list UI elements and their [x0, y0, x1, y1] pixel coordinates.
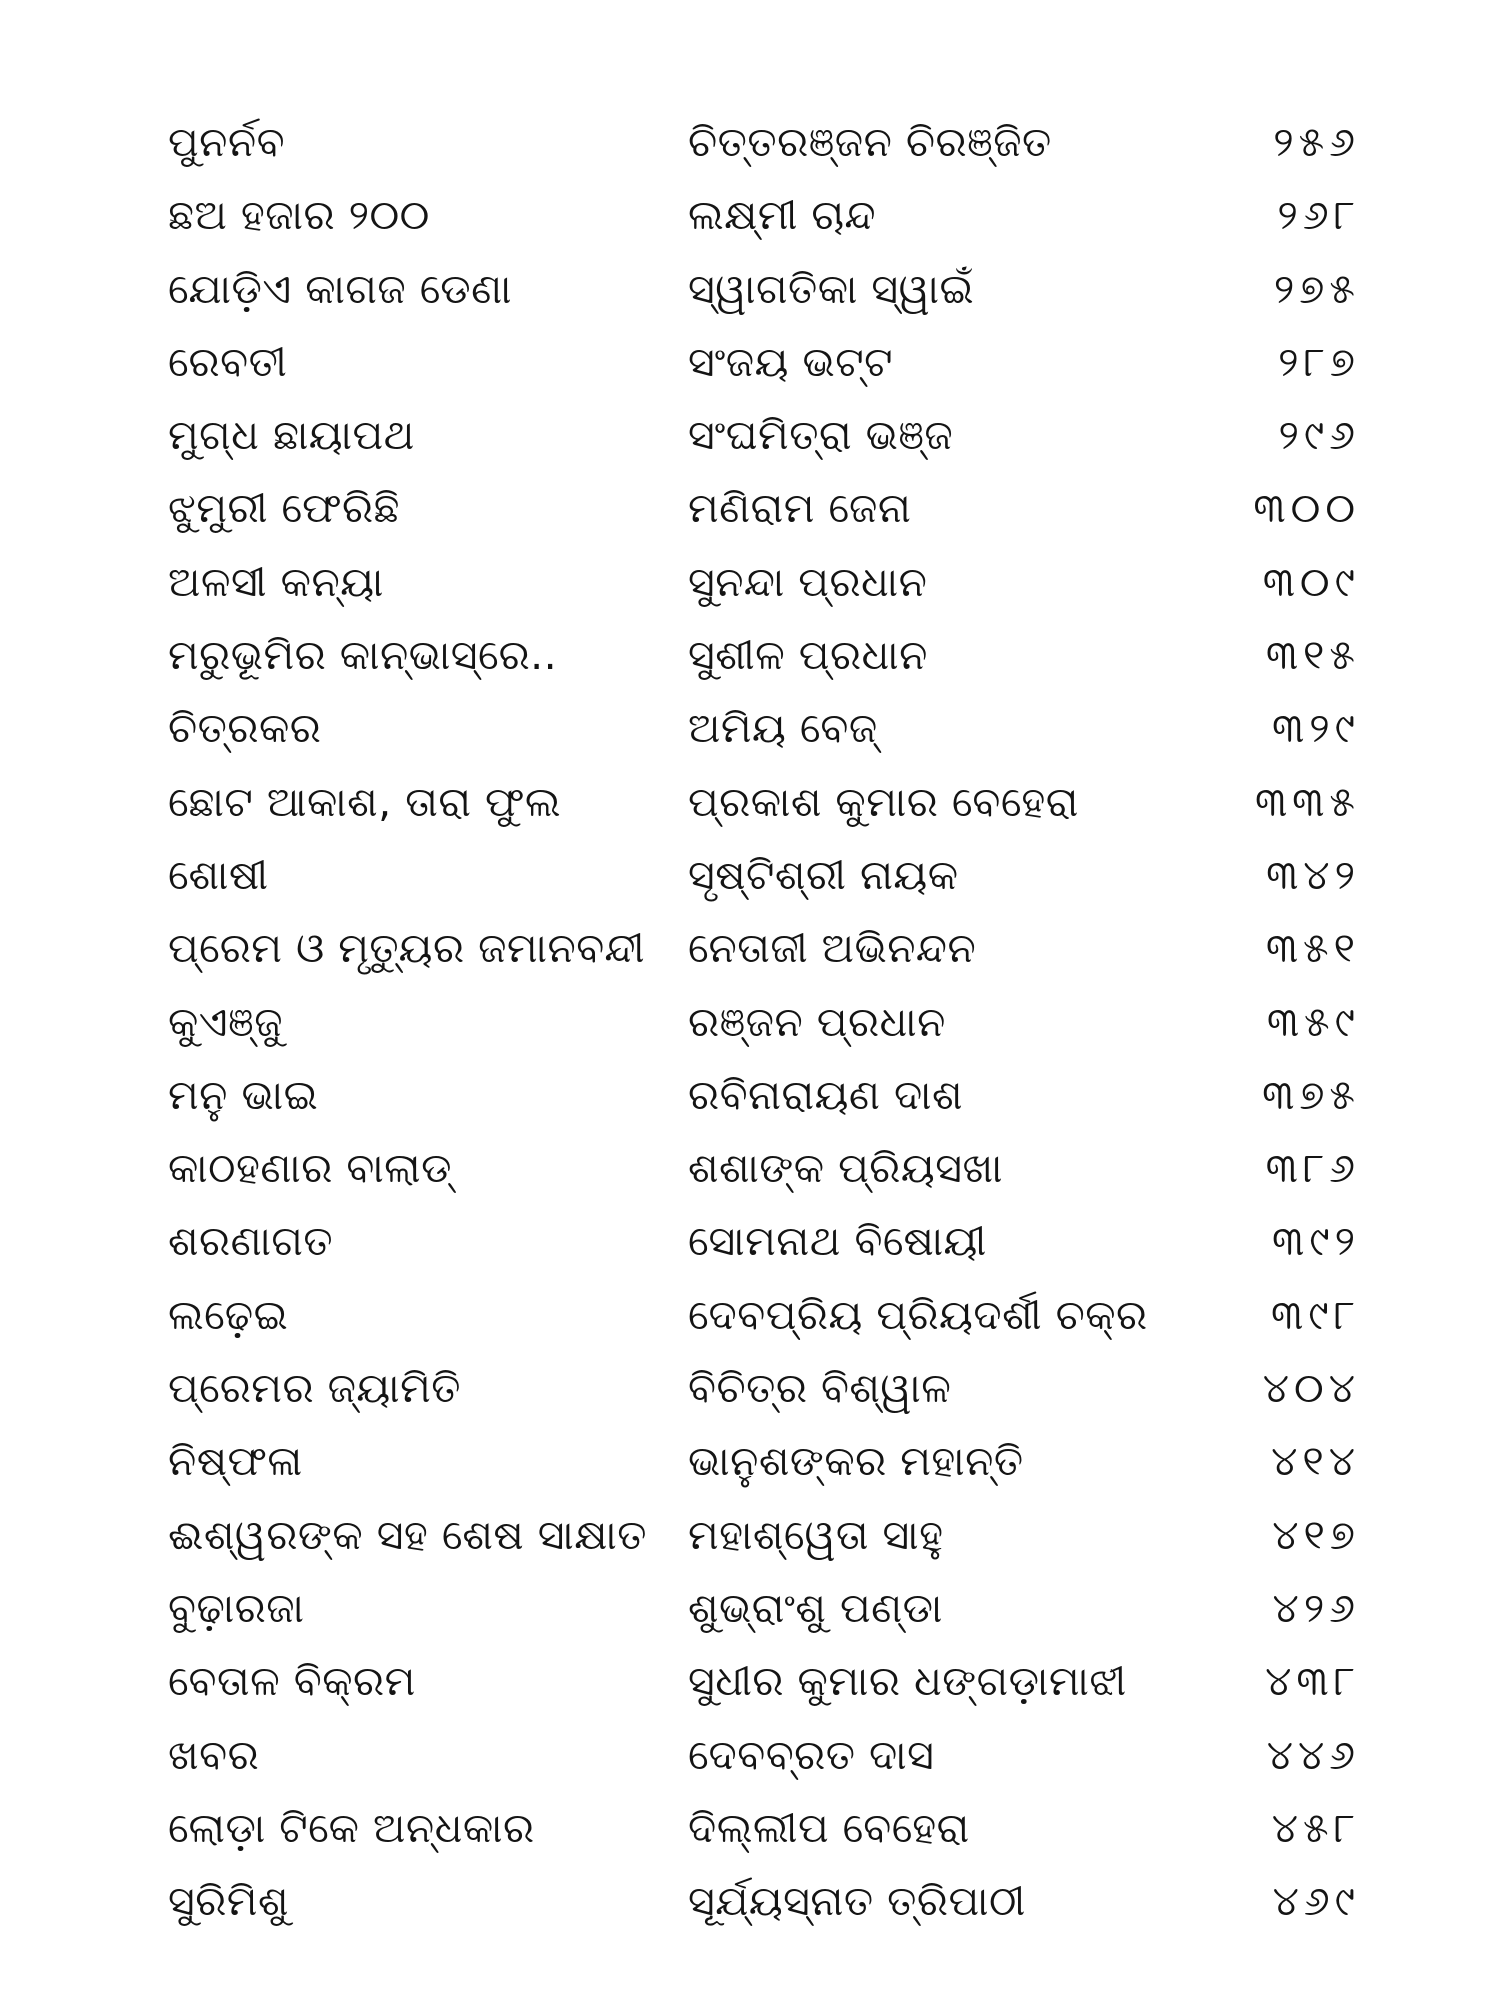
toc-entry — [0, 772, 1500, 845]
entry-title: ପ୍ରେମର ଜ୍ୟାମିତି — [168, 1364, 461, 1413]
toc-entry — [0, 918, 1500, 991]
entry-title: ସୁରିମିଶୁ — [168, 1877, 289, 1926]
entry-title: ମନୁ ଭାଇ — [168, 1070, 319, 1119]
entry-title: ଯୋଡ଼ିଏ କାଗଜ ଡେଣା — [168, 264, 513, 313]
entry-title: ଲଢ଼େଇ — [168, 1290, 289, 1339]
entry-author: ଚିତ୍ତରଞ୍ଜନ ଚିରଞ୍ଜିତ — [688, 118, 1052, 166]
entry-title: ମରୁଭୂମିର କାନ୍‌ଭାସ୍‌ରେ.. — [168, 631, 558, 680]
entry-page-number: ୪୬୯ — [1272, 1877, 1360, 1926]
entry-author: ରଞ୍ଜନ ପ୍ରଧାନ — [688, 997, 946, 1046]
toc-entry — [0, 1285, 1500, 1358]
toc-entry — [0, 1431, 1500, 1504]
entry-page-number: ୪୦୪ — [1262, 1364, 1360, 1413]
entry-author: ରବିନାରାୟଣ ଦାଶ — [688, 1070, 964, 1119]
toc-entry — [0, 1651, 1500, 1724]
entry-title: ରେବତୀ — [168, 337, 288, 386]
toc-entry — [0, 259, 1500, 332]
entry-author: ଅମିୟ ବେଜ୍ — [688, 704, 878, 753]
entry-page-number: ୨୭୫ — [1273, 264, 1360, 313]
toc-entry — [0, 992, 1500, 1065]
entry-author: ଶୁଭ୍ରାଂଶୁ ପଣ୍ଡା — [688, 1583, 943, 1632]
toc-entry — [0, 1505, 1500, 1578]
entry-page-number: ୩୦୦ — [1253, 484, 1360, 533]
entry-author: ସୁନନ୍ଦା ପ୍ରଧାନ — [688, 557, 928, 606]
entry-page-number: ୨୮୭ — [1278, 337, 1360, 386]
entry-title: ପ୍ରେମ ଓ ମୃତ୍ୟୁର ଜମାନବନ୍ଦୀ — [168, 924, 646, 973]
entry-page-number: ୨୯୬ — [1278, 411, 1360, 460]
toc-entry — [0, 552, 1500, 625]
toc-entry — [0, 478, 1500, 551]
entry-page-number: ୩୩୫ — [1254, 777, 1360, 826]
toc-entry — [0, 1358, 1500, 1431]
entry-page-number: ୪୩୮ — [1265, 1657, 1360, 1706]
entry-title: କୁଏଞ୍ଜୁ — [168, 997, 284, 1046]
toc-entry — [0, 698, 1500, 771]
toc-entry — [0, 1578, 1500, 1651]
entry-page-number: ୩୯୨ — [1271, 1217, 1360, 1266]
entry-title: କାଠହଣାର ବାଲାଡ୍ — [168, 1144, 452, 1193]
entry-title: ଛୋଟ ଆକାଶ, ତାରା ଫୁଲ — [168, 777, 561, 826]
entry-title: ଈଶ୍ୱରଙ୍କ ସହ ଶେଷ ସାକ୍ଷାତ — [168, 1510, 647, 1559]
entry-author: ସୂର୍ଯ୍ୟସ୍ନାତ ତ୍ରିପାଠୀ — [688, 1877, 1026, 1926]
entry-page-number: ୩୨୯ — [1271, 704, 1360, 753]
toc-entry — [0, 332, 1500, 405]
entry-title: ଶୋଷୀ — [168, 850, 269, 899]
entry-author: ଲକ୍ଷ୍ମୀ ଚାନ୍ଦ — [688, 191, 877, 240]
toc-entry — [0, 1798, 1500, 1871]
entry-page-number: ୩୪୨ — [1266, 850, 1360, 899]
entry-author: ସୁଶୀଳ ପ୍ରଧାନ — [688, 631, 928, 680]
toc-entry — [0, 845, 1500, 918]
toc-entry — [0, 1138, 1500, 1211]
toc-entry — [0, 1871, 1500, 1944]
toc-entry — [0, 405, 1500, 478]
entry-title: ଖବର — [168, 1730, 260, 1779]
entry-title: ଚିତ୍ରକର — [168, 704, 322, 753]
entry-author: ସୃଷ୍ଟିଶ୍ରୀ ନାୟକ — [688, 850, 959, 899]
entry-page-number: ୩୫୧ — [1265, 924, 1360, 973]
entry-title: ଛଅ ହଜାର ୨୦୦ — [168, 191, 430, 240]
toc-entry — [0, 185, 1500, 258]
entry-author: ମଣିରାମ ଜେନା — [688, 484, 912, 533]
entry-title: ବେତାଳ ବିକ୍ରମ — [168, 1657, 416, 1706]
entry-title: ବୁଢ଼ାରଜା — [168, 1583, 305, 1632]
entry-title: ଅଳସୀ କନ୍ୟା — [168, 557, 384, 606]
entry-title: ଶରଣାଗତ — [168, 1217, 334, 1266]
entry-title: ଝୁମୁରୀ ଫେରିଛି — [168, 484, 401, 533]
entry-author: ଦିଲ୍ଲୀପ ବେହେରା — [688, 1803, 970, 1852]
entry-title: ଲୋଡ଼ା ଟିକେ ଅନ୍ଧକାର — [168, 1803, 535, 1852]
entry-author: ଶଶାଙ୍କ ପ୍ରିୟସଖା — [688, 1144, 1003, 1193]
entry-page-number: ୪୫୮ — [1271, 1803, 1360, 1852]
toc-entry — [0, 1211, 1500, 1284]
entry-page-number: ୩୯୮ — [1270, 1290, 1360, 1339]
entry-page-number: ୪୨୬ — [1272, 1583, 1360, 1632]
entry-page-number: ୪୧୪ — [1271, 1437, 1360, 1486]
entry-page-number: ୩୫୯ — [1266, 997, 1360, 1046]
toc-entry — [0, 112, 1500, 185]
entry-author: ବିଚିତ୍ର ବିଶ୍ୱାଳ — [688, 1364, 952, 1413]
toc-entry — [0, 1065, 1500, 1138]
entry-title: ପୁନର୍ନବ — [168, 118, 286, 166]
entry-page-number: ୨୫୬ — [1273, 118, 1360, 166]
entry-page-number: ୨୬୮ — [1277, 191, 1360, 240]
entry-author: ଭାନୁଶଙ୍କର ମହାନ୍ତି — [688, 1437, 1024, 1486]
entry-author: ସଂଘମିତ୍ରା ଭଞ୍ଜ — [688, 411, 954, 460]
entry-author: ସଂଜୟ ଭଟ୍ଟ — [688, 337, 894, 386]
entry-author: ପ୍ରକାଶ କୁମାର ବେହେରା — [688, 777, 1079, 826]
entry-author: ସୋମନାଥ ବିଷୋୟୀ — [688, 1217, 987, 1266]
entry-page-number: ୪୧୭ — [1272, 1510, 1360, 1559]
entry-author: ସ୍ୱାଗତିକା ସ୍ୱାଇଁ — [688, 264, 975, 313]
entry-author: ଦେବପ୍ରିୟ ପ୍ରିୟଦର୍ଶୀ ଚକ୍ର — [688, 1290, 1148, 1339]
toc-entry — [0, 625, 1500, 698]
entry-author: ଦେବବ୍ରତ ଦାସ — [688, 1730, 935, 1779]
entry-author: ସୁଧୀର କୁମାର ଧଙ୍ଗଡ଼ାମାଝୀ — [688, 1657, 1127, 1706]
entry-title: ମୁଗ୍ଧ ଛାୟାପଥ — [168, 411, 415, 460]
entry-page-number: ୩୮୬ — [1265, 1144, 1360, 1193]
toc-entry — [0, 1725, 1500, 1798]
entry-author: ମହାଶ୍ୱେତା ସାହୁ — [688, 1510, 944, 1559]
entry-author: ନେତାଜୀ ଅଭିନନ୍ଦନ — [688, 924, 977, 973]
entry-page-number: ୩୦୯ — [1262, 557, 1360, 606]
entry-title: ନିଷ୍ଫଳା — [168, 1437, 303, 1486]
entry-page-number: ୩୧୫ — [1265, 631, 1360, 680]
entry-page-number: ୪୪୬ — [1266, 1730, 1360, 1779]
entry-page-number: ୩୭୫ — [1262, 1070, 1360, 1119]
table-of-contents — [0, 112, 1500, 1944]
